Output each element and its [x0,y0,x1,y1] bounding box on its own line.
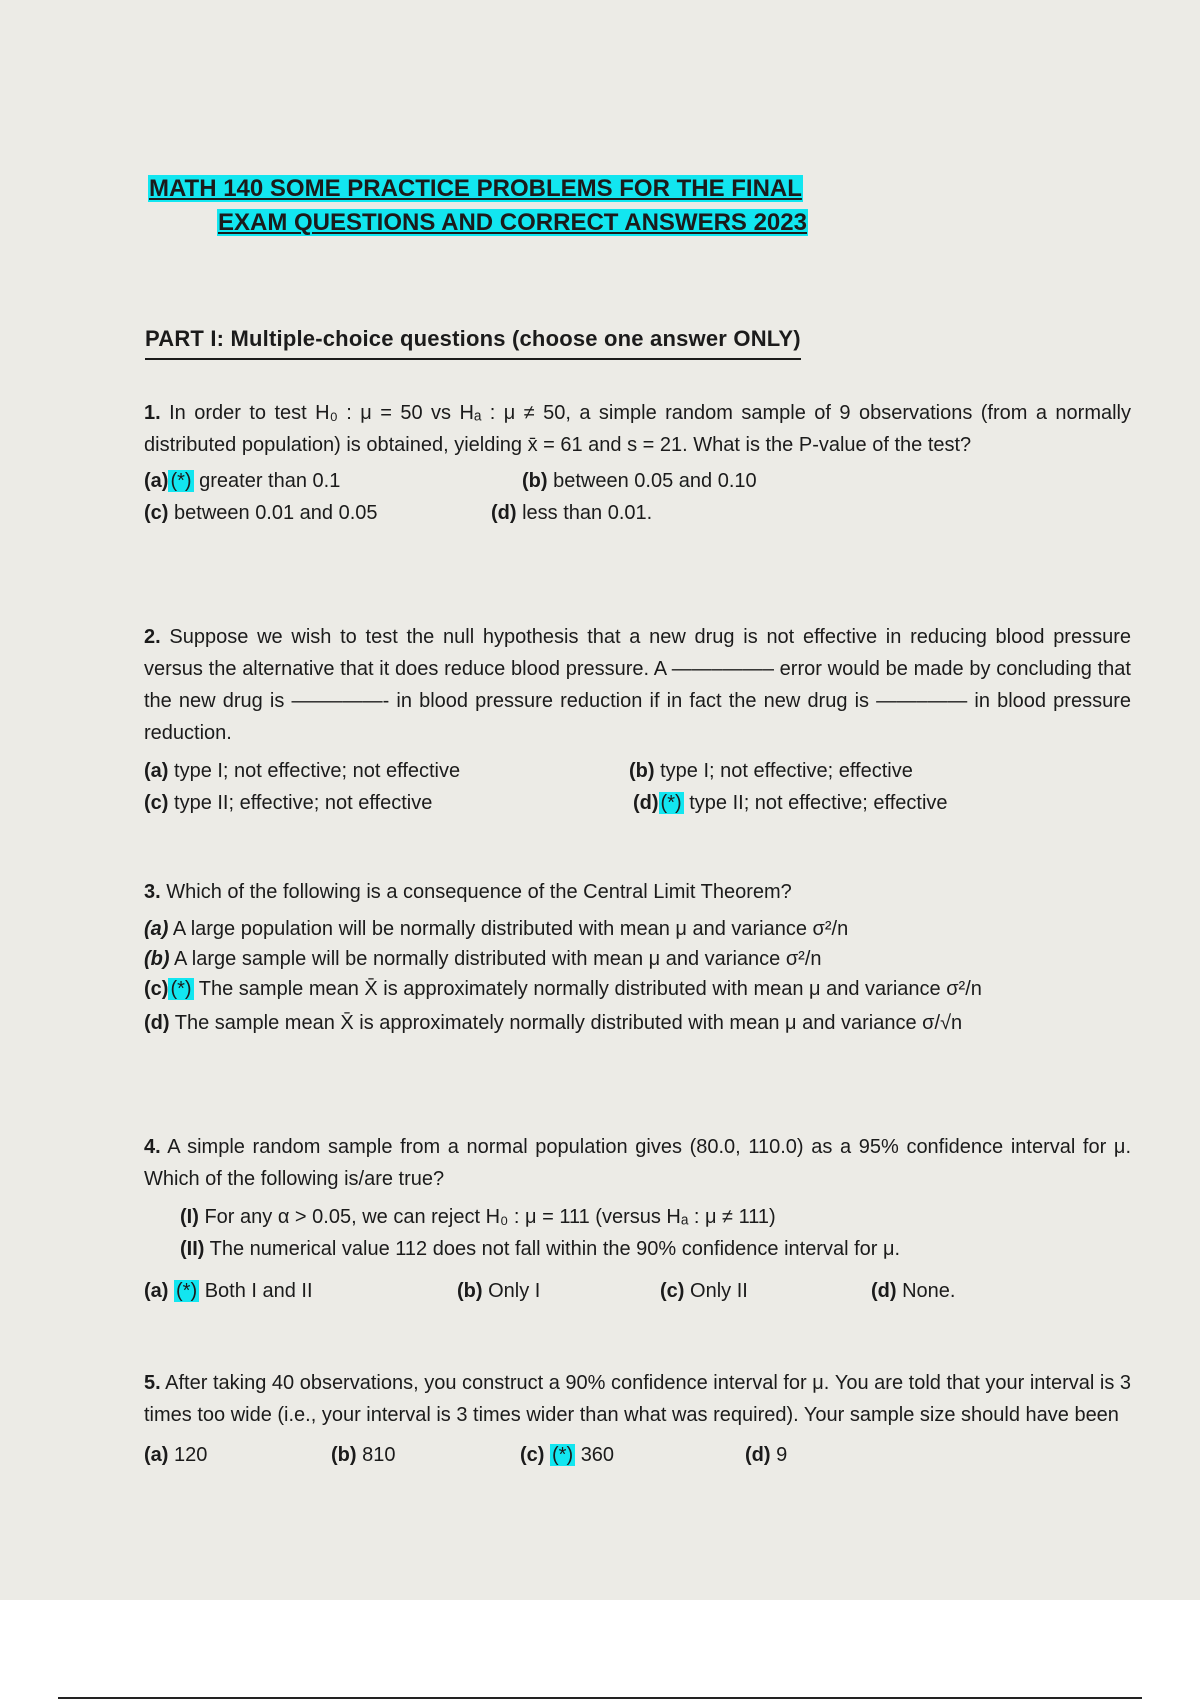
question-number: 4. [144,1136,161,1158]
option-c: (c) (*) The sample mean X̄ is approximately normally distributed with mean μ and variance σ²/n [144,978,982,1000]
option-b: (b) type I; not effective; effective [629,760,913,782]
page-title [148,172,888,240]
question-4 [144,1131,1131,1307]
statement-list [180,1201,1131,1265]
option-a: (a) A large population will be normally distributed with mean μ and variance σ²/n [144,918,849,940]
question-number: 5. [144,1372,161,1394]
statement-2: (II) The numerical value 112 does not fall within the 90% confidence interval for μ. [180,1238,901,1260]
part-heading: PART I: Multiple-choice questions (choose one answer ONLY) [145,326,801,360]
correct-marker: (*) [170,978,192,1000]
option-c: (c) between 0.01 and 0.05 [144,502,378,524]
question-4-stem: 4. A simple random sample from a normal population gives (80.0, 110.0) as a 95% confidence interval for μ. Which of the following is/are true? [144,1136,1131,1190]
correct-marker: (*) [176,1280,198,1302]
statement-1: (I) For any α > 0.05, we can reject H₀ : μ = 111 (versus Hₐ : μ ≠ 111) [180,1206,776,1228]
option-a: (a) 120 [144,1444,208,1466]
question-1 [144,397,1131,529]
option-b: (b) Only I [457,1280,541,1302]
option-b: (b) between 0.05 and 0.10 [522,470,757,492]
title-line-2: EXAM QUESTIONS AND CORRECT ANSWERS 2023 [218,209,807,236]
question-number: 2. [144,626,161,648]
question-5-stem: 5. After taking 40 observations, you construct a 90% confidence interval for μ. You are told that your interval is 3 times too wide (i.e., your interval is 3 times wider than what was required). Your sample size should have been [144,1372,1132,1426]
question-3 [144,876,1131,1038]
correct-marker: (*) [552,1444,574,1466]
option-d: (d) The sample mean X̄ is approximately normally distributed with mean μ and variance σ/√n [144,1012,963,1034]
correct-marker: (*) [660,792,682,814]
option-d: (d) (*) type II; not effective; effective [633,792,948,814]
option-b: (b) A large sample will be normally distributed with mean μ and variance σ²/n [144,948,822,970]
option-a: (a) type I; not effective; not effective [144,760,461,782]
option-c: (c) type II; effective; not effective [144,792,433,814]
option-d: (d) less than 0.01. [491,502,653,524]
question-number: 3. [144,881,161,903]
correct-marker: (*) [170,470,192,492]
option-d: (d) None. [871,1280,956,1302]
bottom-divider [58,1697,1142,1699]
title-line-1: MATH 140 SOME PRACTICE PROBLEMS FOR THE FINAL [149,175,802,202]
question-5 [144,1367,1131,1471]
option-a: (a) (*) Both I and II [144,1280,313,1302]
option-c: (c) Only II [660,1280,748,1302]
option-b: (b) 810 [331,1444,396,1466]
option-d: (d) 9 [745,1444,788,1466]
question-2 [144,621,1131,819]
question-3-stem: 3. Which of the following is a consequence of the Central Limit Theorem? [144,881,792,903]
question-number: 1. [144,402,161,424]
question-1-stem: 1. In order to test H₀ : μ = 50 vs Hₐ : μ ≠ 50, a simple random sample of 9 observations (from a normally distributed population) is obtained, yielding x̄ = 61 and s = 21. What is the P-value of the test? [144,402,1131,456]
option-c: (c) (*) 360 [520,1444,615,1466]
option-a: (a) (*) greater than 0.1 [144,470,341,492]
question-2-stem: 2. Suppose we wish to test the null hypothesis that a new drug is not effective in reducing blood pressure versus the alternative that it does reduce blood pressure. A ——–——– error would be made by concluding that the new drug is ——–——- in blood pressure reduction if in fact the new drug is ——–—— in blood pressure reduction. [144,626,1132,744]
